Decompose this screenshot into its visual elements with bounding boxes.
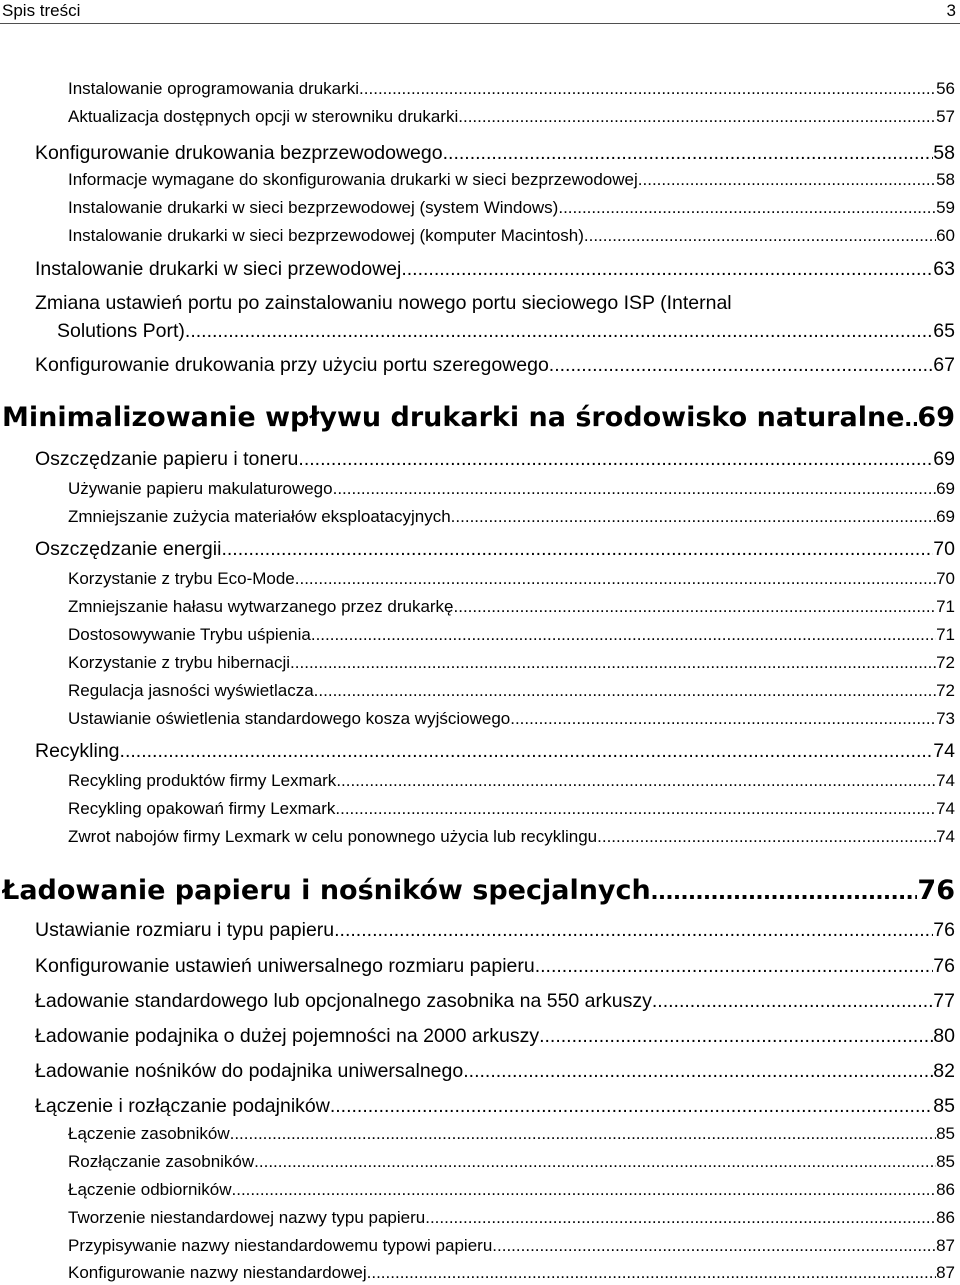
- toc-entry[interactable]: Konfigurowanie drukowania bezprzewodowego ..... 58: [35, 142, 955, 165]
- toc-entry[interactable]: Przypisywanie nazwy niestandardowemu typowi papieru ..... 87: [68, 1236, 955, 1256]
- toc-entry[interactable]: Instalowanie drukarki w sieci bezprzewodowej (komputer Macintosh) ..... 60: [68, 226, 955, 246]
- toc-entry[interactable]: Instalowanie drukarki w sieci przewodowej ..... 63: [35, 258, 955, 281]
- toc-entry[interactable]: Aktualizacja dostępnych opcji w sterowniku drukarki ..... 57: [68, 107, 955, 127]
- toc-entry[interactable]: Ustawianie rozmiaru i typu papieru ..... 76: [35, 919, 955, 942]
- toc-entry-first-line[interactable]: Zmiana ustawień portu po zainstalowaniu nowego portu sieciowego ISP (Internal: [35, 292, 732, 314]
- toc-entry[interactable]: Korzystanie z trybu Eco-Mode ..... 70: [68, 569, 955, 589]
- toc-entry[interactable]: Solutions Port) ..... 65: [57, 320, 955, 343]
- toc-chapter[interactable]: Ładowanie papieru i nośników specjalnych ..... 76: [2, 875, 955, 906]
- toc-entry[interactable]: Konfigurowanie ustawień uniwersalnego rozmiaru papieru ..... 76: [35, 955, 955, 978]
- toc-entry[interactable]: Recykling ..... 74: [35, 740, 955, 763]
- toc-entry[interactable]: Tworzenie niestandardowej nazwy typu papieru ..... 86: [68, 1208, 955, 1228]
- toc-entry[interactable]: Ustawianie oświetlenia standardowego kosza wyjściowego ..... 73: [68, 709, 955, 729]
- toc-chapter[interactable]: Minimalizowanie wpływu drukarki na środowisko naturalne ..... 69: [2, 402, 955, 433]
- toc-entry[interactable]: Ładowanie standardowego lub opcjonalnego zasobnika na 550 arkuszy ..... 77: [35, 990, 955, 1013]
- toc-entry[interactable]: Używanie papieru makulaturowego ..... 69: [68, 479, 955, 499]
- toc-entry[interactable]: Oszczędzanie energii ..... 70: [35, 538, 955, 561]
- toc-entry[interactable]: Ładowanie nośników do podajnika uniwersalnego ..... 82: [35, 1060, 955, 1083]
- toc-entry[interactable]: Łączenie odbiorników ..... 86: [68, 1180, 955, 1200]
- toc-entry[interactable]: Ładowanie podajnika o dużej pojemności na 2000 arkuszy ..... 80: [35, 1025, 955, 1048]
- toc-entry[interactable]: Konfigurowanie nazwy niestandardowej ..... 87: [68, 1263, 955, 1283]
- page-number: 3: [946, 1, 956, 20]
- toc-entry[interactable]: Zmniejszanie hałasu wytwarzanego przez drukarkę ..... 71: [68, 597, 955, 617]
- toc-entry[interactable]: Oszczędzanie papieru i toneru ..... 69: [35, 448, 955, 471]
- toc-entry[interactable]: Dostosowywanie Trybu uśpienia ..... 71: [68, 625, 955, 645]
- toc-entry[interactable]: Łączenie i rozłączanie podajników ..... 85: [35, 1095, 955, 1118]
- toc-entry[interactable]: Informacje wymagane do skonfigurowania drukarki w sieci bezprzewodowej ..... 58: [68, 170, 955, 190]
- toc-entry[interactable]: Łączenie zasobników ..... 85: [68, 1124, 955, 1144]
- toc-entry[interactable]: Instalowanie oprogramowania drukarki ..... 56: [68, 79, 955, 99]
- toc-entry[interactable]: Korzystanie z trybu hibernacji ..... 72: [68, 653, 955, 673]
- running-header-title: Spis treści: [2, 1, 81, 20]
- toc-entry[interactable]: Instalowanie drukarki w sieci bezprzewodowej (system Windows) ..... 59: [68, 198, 955, 218]
- toc-entry[interactable]: Recykling produktów firmy Lexmark ..... 74: [68, 771, 955, 791]
- toc-entry[interactable]: Rozłączanie zasobników ..... 85: [68, 1152, 955, 1172]
- toc-entry[interactable]: Recykling opakowań firmy Lexmark ..... 74: [68, 799, 955, 819]
- toc-entry[interactable]: Zwrot nabojów firmy Lexmark w celu ponownego użycia lub recyklingu ..... 74: [68, 827, 955, 847]
- toc-entry[interactable]: Konfigurowanie drukowania przy użyciu portu szeregowego ..... 67: [35, 354, 955, 377]
- toc-entry[interactable]: Regulacja jasności wyświetlacza ..... 72: [68, 681, 955, 701]
- toc-entry[interactable]: Zmniejszanie zużycia materiałów eksploatacyjnych ..... 69: [68, 507, 955, 527]
